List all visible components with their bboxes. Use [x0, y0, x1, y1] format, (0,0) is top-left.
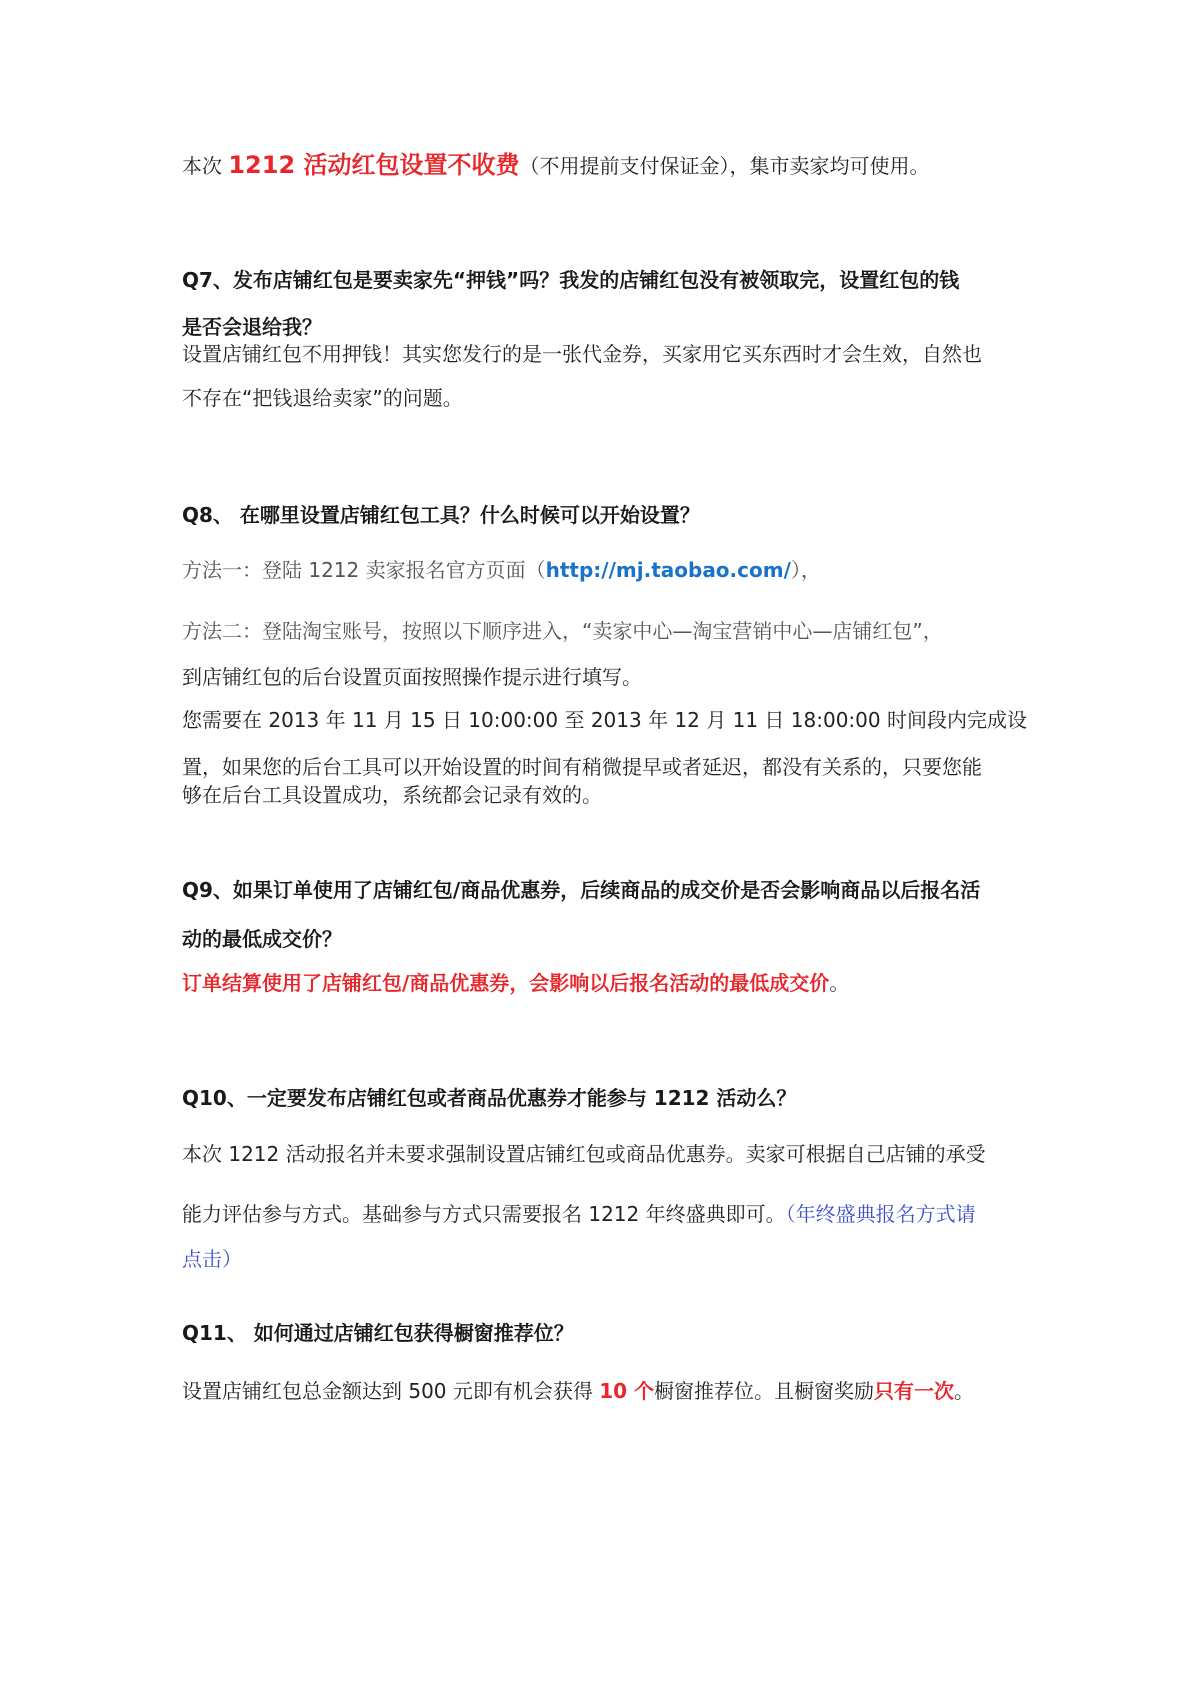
q7-title-line1: Q7、发布店铺红包是要卖家先“押钱”吗？我发的店铺红包没有被领取完，设置红包的钱 — [182, 268, 960, 292]
q10-signup-link[interactable]: （年终盛典报名方式请 — [785, 1202, 976, 1226]
q7-title-line2: 是否会退给我？ — [182, 315, 322, 339]
q9-title-line2: 动的最低成交价？ — [182, 927, 342, 951]
q9-answer-part2: 店铺红包/商品优惠券 — [322, 971, 510, 995]
q10-click-link[interactable]: 点击） — [182, 1247, 242, 1271]
q8-title: Q8、 在哪里设置店铺红包工具？什么时候可以开始设置？ — [182, 503, 700, 527]
q10-answer-line2-prefix: 能力评估参与方式。基础参与方式只需要报名 1212 年终盛典即可。 — [182, 1202, 786, 1226]
q9-answer — [182, 970, 1032, 996]
q10-answer-line2 — [182, 1201, 1032, 1227]
intro-line — [182, 152, 1032, 179]
intro-prefix: 本次 — [182, 154, 229, 178]
q7-answer-line1: 设置店铺红包不用押钱！其实您发行的是一张代金券，买家用它买东西时才会生效，自然也 — [182, 342, 982, 366]
q8-time-line2: 置，如果您的后台工具可以开始设置的时间有稍微提早或者延迟，都没有关系的，只要您能 — [182, 755, 982, 779]
q9-answer-end: 。 — [829, 971, 850, 995]
q7-answer-line2: 不存在“把钱退给卖家”的问题。 — [182, 386, 463, 410]
q11-answer-mid: 橱窗推荐位。且橱窗奖励 — [654, 1379, 875, 1403]
q9-title-line1: Q9、如果订单使用了店铺红包/商品优惠券，后续商品的成交价是否会影响商品以后报名活 — [182, 878, 981, 902]
q8-method2-line1: 方法二：登陆淘宝账号，按照以下顺序进入，“卖家中心—淘宝营销中心—店铺红包”， — [182, 619, 943, 643]
q11-title: Q11、 如何通过店铺红包获得橱窗推荐位？ — [182, 1321, 574, 1345]
q8-method1-suffix: ）， — [790, 558, 821, 582]
q11-answer-prefix: 设置店铺红包总金额达到 500 元即有机会获得 — [182, 1379, 600, 1403]
q8-time-line1: 您需要在 2013 年 11 月 15 日 10:00:00 至 2013 年 12 月 11 日 18:00:00 时间段内完成设 — [182, 708, 1027, 732]
q9-answer-part3: ，会影响以后报名活动的最低成交价 — [509, 971, 830, 995]
intro-highlight: 1212 活动红包设置不收费 — [228, 151, 520, 179]
q11-answer-highlight1: 10 个 — [599, 1379, 655, 1403]
q11-answer — [182, 1378, 1032, 1404]
q11-answer-highlight2: 只有一次 — [874, 1379, 955, 1403]
taobao-link[interactable]: http://mj.taobao.com/ — [545, 558, 791, 582]
q8-method2-line2: 到店铺红包的后台设置页面按照操作提示进行填写。 — [182, 665, 642, 689]
q8-method1-prefix: 方法一：登陆 1212 卖家报名官方页面（ — [182, 558, 546, 582]
intro-suffix: （不用提前支付保证金），集市卖家均可使用。 — [519, 154, 930, 178]
q8-time-line3: 够在后台工具设置成功，系统都会记录有效的。 — [182, 783, 602, 807]
q10-title: Q10、一定要发布店铺红包或者商品优惠券才能参与 1212 活动么？ — [182, 1086, 797, 1110]
q8-method1 — [182, 557, 1032, 583]
q10-answer-line1: 本次 1212 活动报名并未要求强制设置店铺红包或商品优惠券。卖家可根据自己店铺的承受 — [182, 1142, 986, 1166]
q11-answer-end: 。 — [954, 1379, 975, 1403]
q9-answer-part1: 订单结算使用了 — [182, 971, 322, 995]
